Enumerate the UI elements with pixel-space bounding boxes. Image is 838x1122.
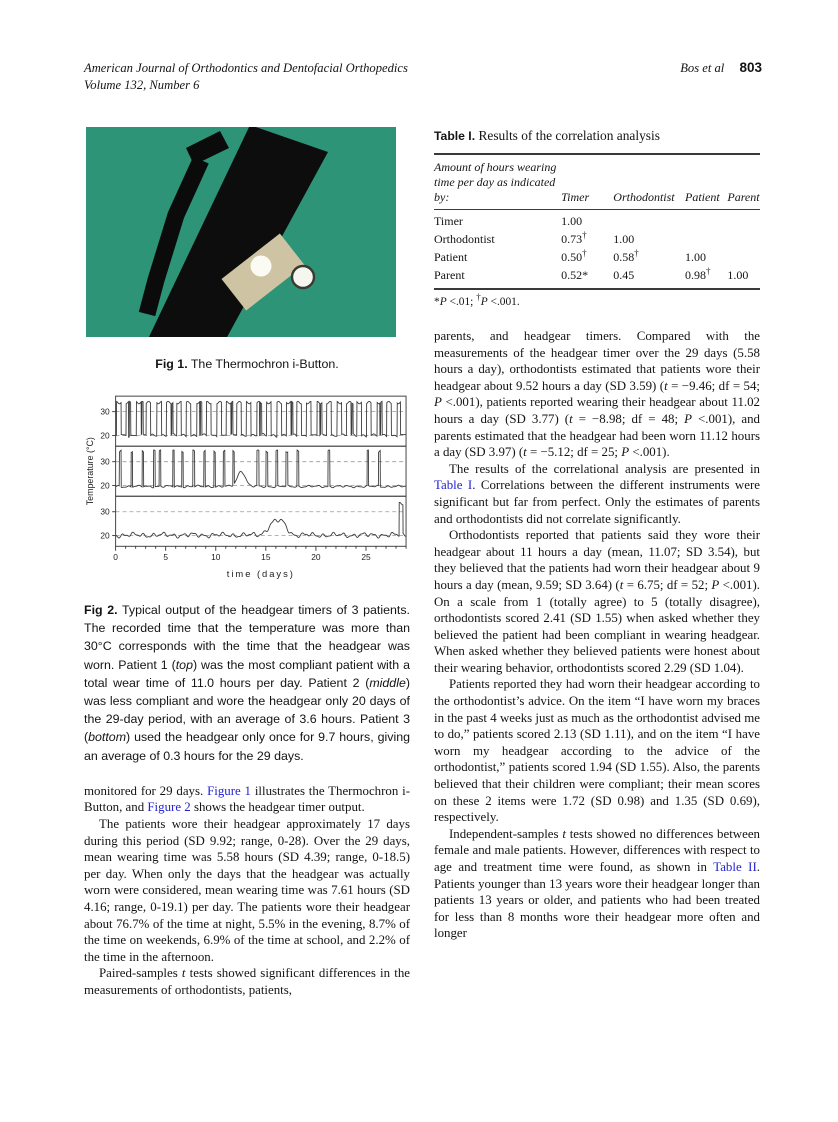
authors-pageno xyxy=(680,60,762,77)
svg-text:30: 30 xyxy=(100,506,110,517)
temperature-trace-patient-3-bottom xyxy=(116,502,406,538)
cell xyxy=(727,210,760,231)
ibutton-in-pocket xyxy=(251,256,272,277)
table1-footnote: *P <.01; †P <.001. xyxy=(434,292,520,308)
y-axis-label: Temperature (°C) xyxy=(84,437,95,506)
authors: Bos et al xyxy=(680,61,725,75)
cell: 0.73† xyxy=(561,230,587,246)
chart-panel-patient-3-bottom xyxy=(100,496,406,546)
svg-text:30: 30 xyxy=(100,456,110,467)
svg-text:20: 20 xyxy=(100,430,110,441)
cell: 1.00 xyxy=(685,250,706,264)
left-column xyxy=(84,120,410,999)
cell xyxy=(613,210,685,231)
page-number: 803 xyxy=(739,60,762,75)
temperature-trace-patient-1-top xyxy=(116,401,406,437)
table1-label: Table I. xyxy=(434,129,476,143)
x-axis-label: time (days) xyxy=(226,568,295,579)
row-label: Parent xyxy=(434,268,465,282)
correlation-table xyxy=(434,153,760,290)
cross-reference-link[interactable]: Table II xyxy=(713,860,757,874)
body-paragraph: monitored for 29 days. Figure 1 illustrates the Thermochron i-Button, and Figure 2 shows the headgear timer output. xyxy=(84,783,410,815)
figure1-photo xyxy=(86,127,396,337)
figure2-chart xyxy=(84,392,410,588)
journal-volume: Volume 132, Number 6 xyxy=(84,77,200,92)
col-header-stub: Amount of hours wearing time per day as indicated by: xyxy=(434,154,561,210)
running-head xyxy=(84,60,762,93)
table1-box xyxy=(434,128,760,308)
body-paragraph: Independent-samples t tests showed no differences between female and male patients. However, differences with respect to age and treatment time were found, as shown in Table II. Patients younger than 13 years wore their headgear longer than patients 13 years or older, and patients who had been treated for less than 8 months wore their headgear more often and longer xyxy=(434,826,760,941)
table-header-row xyxy=(434,154,760,210)
col-header-orthodontist: Orthodontist xyxy=(613,154,685,210)
body-paragraph: Orthodontists reported that patients said they wore their headgear about 11 hours a day (mean, 11.07; SD 3.54), but they believed that the patients had worn their headgear about 9 hours a day (mean, 9.59; SD 3.64) (t = 6.75; df = 52; P <.001). On a scale from 1 (totally agree) to 5 (totally disagree), orthodontists scored 2.41 (SD 1.55) when asked whether they believed the patient had been compliant in wearing headgear. When asked whether they believed patients were honest about their wearing behavior, orthodontists scored 2.29 (SD 1.04). xyxy=(434,528,760,675)
table-row xyxy=(434,267,760,290)
chart-panel-patient-2-middle xyxy=(100,446,406,496)
ibutton-coin xyxy=(292,266,314,288)
cell xyxy=(727,231,760,249)
table1-title-text: Results of the correlation analysis xyxy=(475,128,660,143)
svg-text:15: 15 xyxy=(261,552,271,563)
right-column xyxy=(434,120,760,942)
cell xyxy=(685,231,727,249)
col-header-timer: Timer xyxy=(561,154,613,210)
chart-panel-patient-1-top xyxy=(100,396,406,446)
cell: 1.00 xyxy=(613,232,635,246)
svg-text:25: 25 xyxy=(361,552,371,563)
cell: 0.45 xyxy=(613,268,635,282)
cell xyxy=(727,249,760,267)
temperature-trace-patient-2-middle xyxy=(116,450,406,488)
col-header-patient: Patient xyxy=(685,154,727,210)
cell: 0.52* xyxy=(561,268,589,282)
svg-text:10: 10 xyxy=(211,552,221,563)
figure2-caption: Fig 2. Typical output of the headgear timers of 3 patients. The recorded time that the temperature was more than 30°C corresponds with the time that the headgear was worn. Patient 1 (top) was the most compliant patient with a total wear time of 11.0 hours per day. Patient 2 (middle) was less compliant and wore the headgear only 20 days of the 29-day period, with an average of 3.6 hours. Patient 3 (bottom) used the headgear only once for 9.7 hours, giving an average of 0.3 hours for the 29 days. xyxy=(84,603,410,763)
row-label: Patient xyxy=(434,250,468,264)
row-label: Timer xyxy=(434,214,463,228)
svg-text:5: 5 xyxy=(163,552,169,563)
journal-title: American Journal of Orthodontics and Dentofacial Orthopedics xyxy=(84,61,408,75)
table-row xyxy=(434,249,760,267)
table-row xyxy=(434,210,760,231)
row-label: Orthodontist xyxy=(434,232,495,246)
cell: 0.98† xyxy=(685,266,711,282)
svg-text:20: 20 xyxy=(100,480,110,491)
table1-title xyxy=(434,128,760,144)
figure1-caption: Fig 1. The Thermochron i-Button. xyxy=(155,357,339,371)
body-paragraph: Patients reported they had worn their headgear according to the orthodontist’s advice. On the item “I have worn my braces in the past 4 weeks just as much as the orthodontist advised me to do,” patients scored 2.13 (SD 1.11), and on the item “I have worn my headgear according to the advice of the orthodontist,” patients scored 1.94 (SD 1.55). Also, the parents believed that their children were compliant; their mean scores on these 2 items were 1.72 (SD 0.98) and 1.35 (SD 0.69), respectively. xyxy=(434,677,760,825)
cell: 0.58† xyxy=(613,248,639,264)
cross-reference-link[interactable]: Figure 1 xyxy=(207,783,252,798)
figure2-chart-wrap xyxy=(84,392,410,588)
x-axis xyxy=(113,546,406,562)
cell: 0.50† xyxy=(561,248,587,264)
cell: 1.00 xyxy=(727,268,749,282)
cross-reference-link[interactable]: Table I xyxy=(434,478,473,493)
body-paragraph: Paired-samples t tests showed significant differences in the measurements of orthodontists, patients, xyxy=(84,966,410,997)
svg-text:20: 20 xyxy=(100,530,110,541)
svg-text:30: 30 xyxy=(100,406,110,417)
table-row xyxy=(434,231,760,249)
cross-reference-link[interactable]: Figure 2 xyxy=(147,800,191,815)
journal-info xyxy=(84,60,408,93)
body-paragraph: parents, and headgear timers. Compared with the measurements of the headgear timer over the 29 days (5.58 hours a day), orthodontists estimated that patients wore their headgear about 9.52 hours a day (SD 3.59) (t = −9.46; df = 54; P <.001), patients reported wearing their headgear about 11.02 hours a day (SD 3.77) (t = −8.98; df = 48; P <.001), and parents estimated that the headgear had been worn 11.12 hours a day (SD 3.97) (t = −5.12; df = 25; P <.001). xyxy=(434,329,761,460)
col-header-parent: Parent xyxy=(727,154,760,210)
cell: 1.00 xyxy=(561,214,583,228)
cell xyxy=(685,210,727,231)
svg-text:0: 0 xyxy=(113,552,118,563)
body-paragraph: The results of the correlational analysis are presented in Table I. Correlations between the different instruments were significant but far from perfect. Only the estimates of parents and orthodontists did not correlate significantly. xyxy=(434,461,760,526)
svg-text:20: 20 xyxy=(311,552,321,563)
body-paragraph: The patients wore their headgear approximately 17 days during this period (SD 9.92; range, 0-28). Over the 29 days, mean wearing time was 5.58 hours (SD 4.39; range, 0-18.5) per day. When only the days that the headgear was actually worn were considered, mean wearing time was 7.61 hours (SD 4.16; range, 0-19.1) per day. The patients wore their headgear about 76.7% of the time at night, 5.5% in the evening, 8.7% of the time on weekends, 6.9% of the time at school, and 2.2% of the time in the afternoon. xyxy=(84,817,410,964)
